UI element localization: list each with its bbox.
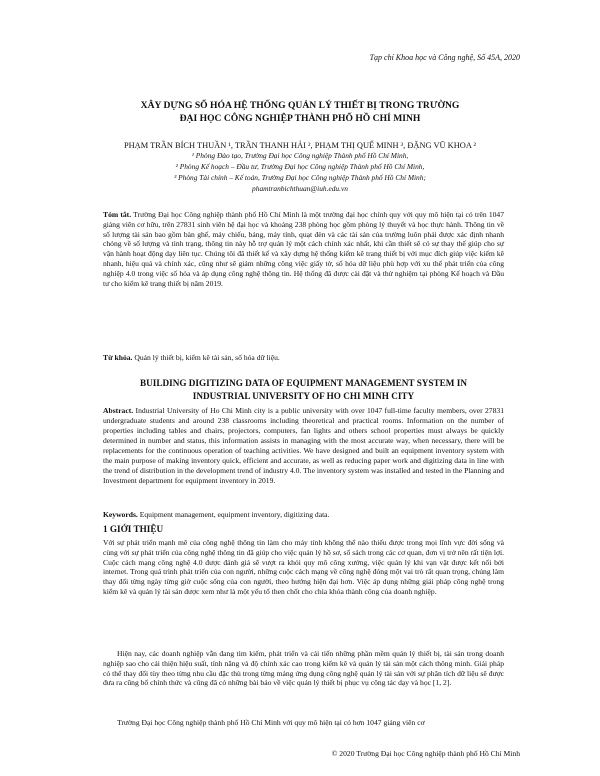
journal-header: Tạp chí Khoa học và Công nghệ, Số 45A, 2020 [369,53,520,62]
english-abstract-text: Industrial University of Ho Chi Minh city is a public university with over 1047 full-time faculty members, over 27831 undergraduate students and around 238 classrooms including theoretical and practical rooms. Information on the number of properties including tables and chairs, projectors, computers, fan lights and others school properties must always be quickly determined in number and status, this information assists in managing with the most accurate way, when necessary, there will be replacements for the continuous operation of teaching activities. We have designed and built an equipment inventory system with the main purpose of making inventory quick, efficient and accurate, as well as reducing paper work and digitizing data in line with the trend of distribution in the development trend of industry 4.0. The inventory system was installed and tested in the Planning and Investment department for equipment inventory in 2019. [103,406,504,485]
english-keywords-text: Equipment management, equipment inventory, digitizing data. [139,510,330,519]
intro-paragraph-1: Với sự phát triển mạnh mẽ của công nghệ thông tin làm cho máy tính không thể nào thiếu được trong mọi lĩnh vực đời sống và cùng với sự phát triển của công nghệ thông tin đã giúp cho việc quản lý hồ sơ, sổ sách trong các cơ quan, đơn vị trở nên rất tiện lợi. Cuộc cách mạng công nghệ 4.0 được đánh giá sẽ vượt ra khỏi quy mô công xưởng, việc quản lý khi vạn vật được kết nối bởi internet. Trong quá trình phát triển của con người, những cuộc cách mạng về công nghệ đóng một vai trò rất quan trọng, chúng làm thay đổi từng ngày từng giờ cuộc sống của con người, theo hướng hiện đại hơn. Việc áp dụng những giải pháp công nghệ trong kiểm kê và quản lý tài sản được xem như là một yếu tố then chốt cho chìa khóa thành công của doanh nghiệp. [103,538,504,596]
intro-paragraph-2: Hiện nay, các doanh nghiệp vẫn đang tìm kiếm, phát triển và cải tiến những phần mềm quản lý thiết bị, tài sản trong doanh nghiệp sao cho cải thiện hiệu suất, tính năng và độ chính xác cao trong kiểm kê và quản lý tài sản một cách thông minh. Giải pháp có thể thay đổi tùy theo từng nhu cầu đặc thù trong từng mảng ứng dụng công nghệ quản lý tài sản với sự phân tích dữ liệu sẽ được đưa ra cũng bổ chính thức và cũng đã có những bài báo về việc quản lý thiết bị phục vụ công tác dạy và học [1, 2]. [103,649,504,688]
author-list: PHẠM TRẦN BÍCH THUẦN ¹, TRẦN THANH HẢI ², PHẠM THỊ QUẾ MINH ³, ĐẶNG VŨ KHOA ² [123,141,477,150]
english-title-line-1: BUILDING DIGITIZING DATA OF EQUIPMENT MANAGEMENT SYSTEM IN [140,378,467,388]
vietnamese-title-line-2: ĐẠI HỌC CÔNG NGHIỆP THÀNH PHỐ HỒ CHÍ MINH [179,113,421,124]
author-email: phamtranbichthuan@iuh.edu.vn [252,184,348,193]
vietnamese-keywords-label: Từ khóa. [103,353,133,362]
affiliation-3: ³ Phòng Tài chính – Kế toán, Trường Đại học Công nghiệp Thành phố Hồ Chí Minh; [174,173,426,182]
english-abstract [103,406,504,486]
vietnamese-title-line-1: XÂY DỰNG SỐ HÓA HỆ THỐNG QUẢN LÝ THIẾT BỊ TRONG TRƯỜNG [140,100,460,111]
vietnamese-keywords [103,353,504,363]
english-abstract-label: Abstract. [103,406,134,415]
vietnamese-abstract [103,210,504,288]
copyright-footer: © 2020 Trường Đại học Công nghiệp thành phố Hồ Chí Minh [331,749,520,758]
english-keywords-label: Keywords. [103,510,138,519]
english-keywords [103,510,504,520]
section-heading-introduction: 1 GIỚI THIỆU [103,524,164,534]
vietnamese-abstract-text: Trường Đại học Công nghiệp thành phố Hồ Chí Minh là một trường đại học chính quy với quy mô hiện tại có trên 1047 giảng viên cơ hữu, trên 27831 sinh viên hệ đại học và khoảng 238 phòng học gồm phòng lý thuyết và học thực hành. Thông tin về số lượng tài sản bao gồm bàn ghế, máy chiếu, bảng, máy tính, quạt đèn và các tài sản của trường luôn phải được xác định nhanh chóng về số lượng và tình trạng, thông tin này hỗ trợ quản lý một cách chính xác nhất, khi cần thiết sẽ có sự thay thế giúp cho sự vận hành hoạt động dạy liên tục. Chúng tôi đã thiết kế và xây dựng hệ thống kiểm kê trang thiết bị với mục đích giúp việc kiểm kê nhanh, hiệu quả và chính xác, cũng như sẽ giảm những công việc giấy tờ, số hóa dữ liệu phù hợp với xu thế phát triển của công nghiệp 4.0 trong việc số hóa và áp dụng công nghệ thông tin. Hệ thống đã được cài đặt và thử nghiệm tại phòng Kế hoạch và Đầu tư cho kiểm kê trang thiết bị năm 2019. [103,210,505,288]
vietnamese-abstract-label: Tóm tắt. [103,210,132,219]
vietnamese-title [100,99,500,125]
intro-paragraph-3: Trường Đại học Công nghiệp thành phố Hồ Chí Minh với quy mô hiện tại có hơn 1047 giảng viên cơ [117,718,425,727]
affiliation-1: ¹ Phòng Đào tạo, Trường Đại học Công nghiệp Thành phố Hồ Chí Minh, [191,151,409,160]
vietnamese-keywords-text: Quản lý thiết bị, kiểm kê tài sản, số hóa dữ liệu. [134,353,280,362]
english-title [103,377,504,403]
affiliation-2: ² Phòng Kế hoạch – Đầu tư, Trường Đại học Công nghiệp Thành phố Hồ Chí Minh, [175,162,425,171]
english-title-line-2: INDUSTRIAL UNIVERSITY OF HO CHI MINH CITY [192,391,415,401]
